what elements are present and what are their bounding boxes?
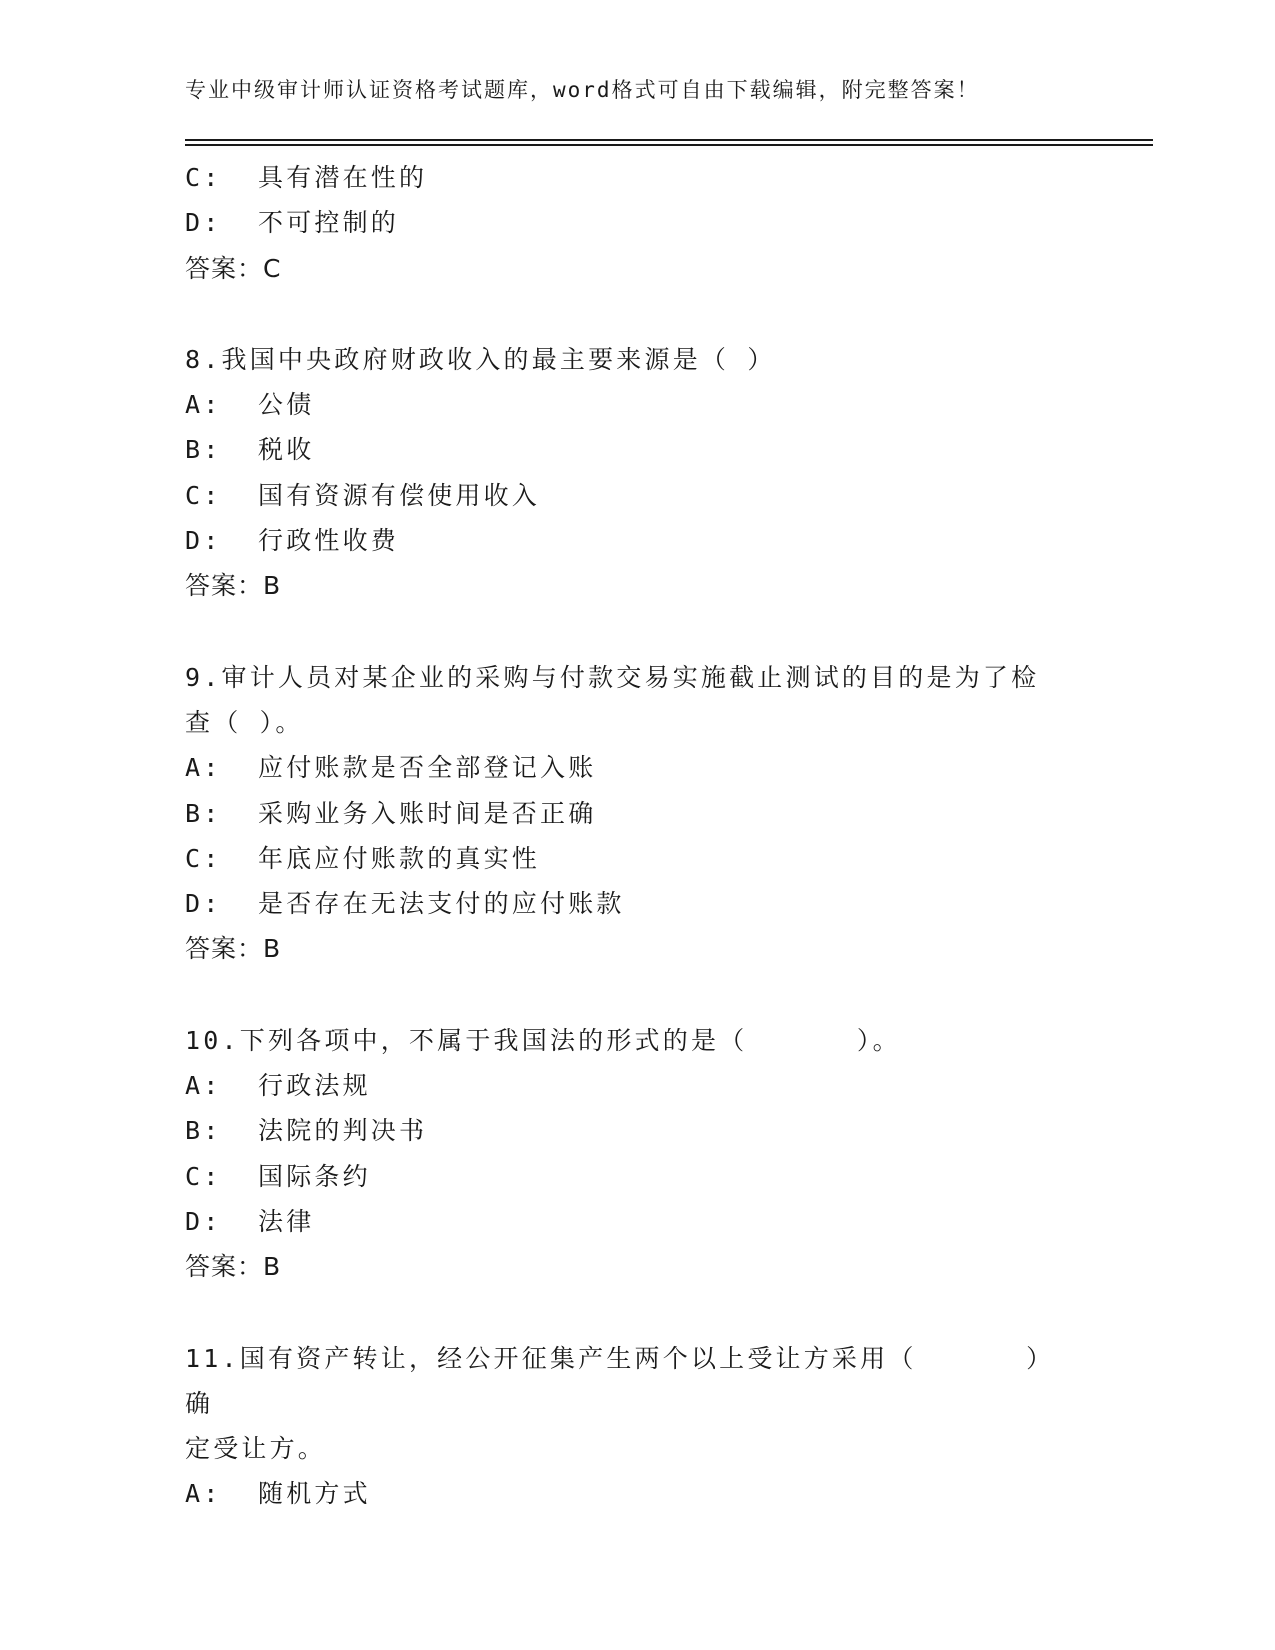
question-stem-continued: 定受让方。	[185, 1434, 327, 1464]
answer-line: 答案：C	[185, 253, 282, 283]
option-a: A: 行政法规	[185, 1071, 371, 1101]
question-stem: 8.我国中央政府财政收入的最主要来源是（ ）	[185, 344, 776, 374]
question-stem-continued: 查（ ）。	[185, 707, 304, 737]
option-a: A: 公债	[185, 390, 315, 420]
option-d: D: 不可控制的	[185, 208, 400, 238]
question-stem: 10.下列各项中，不属于我国法的形式的是（ ）。	[185, 1025, 901, 1055]
option-d: D: 行政性收费	[185, 526, 400, 556]
option-d: D: 是否存在无法支付的应付账款	[185, 889, 625, 919]
option-c: C: 年底应付账款的真实性	[185, 843, 541, 873]
header-rule-bottom	[185, 144, 1153, 146]
option-b: B: 法院的判决书	[185, 1116, 428, 1146]
option-d: D: 法律	[185, 1206, 315, 1236]
question-content	[185, 155, 1065, 1517]
question-8	[185, 337, 1065, 609]
question-stem: 9.审计人员对某企业的采购与付款交易实施截止测试的目的是为了检	[185, 662, 1040, 692]
question-7-continued	[185, 155, 1065, 291]
question-10	[185, 1018, 1065, 1290]
answer-line: 答案：B	[185, 934, 282, 964]
option-b: B: 采购业务入账时间是否正确	[185, 798, 597, 828]
answer-line: 答案：B	[185, 571, 282, 601]
header-rule-top	[185, 139, 1153, 141]
option-c: C: 国有资源有偿使用收入	[185, 480, 541, 510]
page-header: 专业中级审计师认证资格考试题库，word格式可自由下载编辑，附完整答案！	[185, 78, 980, 102]
option-b: B: 税收	[185, 435, 315, 465]
question-11	[185, 1336, 1065, 1517]
option-a: A: 随机方式	[185, 1479, 371, 1509]
option-c: C: 国际条约	[185, 1161, 371, 1191]
question-9	[185, 655, 1065, 972]
option-a: A: 应付账款是否全部登记入账	[185, 753, 597, 783]
option-c: C: 具有潜在性的	[185, 163, 428, 192]
answer-line: 答案：B	[185, 1252, 282, 1282]
question-stem: 11.国有资产转让，经公开征集产生两个以上受让方采用（ ）确	[185, 1343, 1055, 1418]
